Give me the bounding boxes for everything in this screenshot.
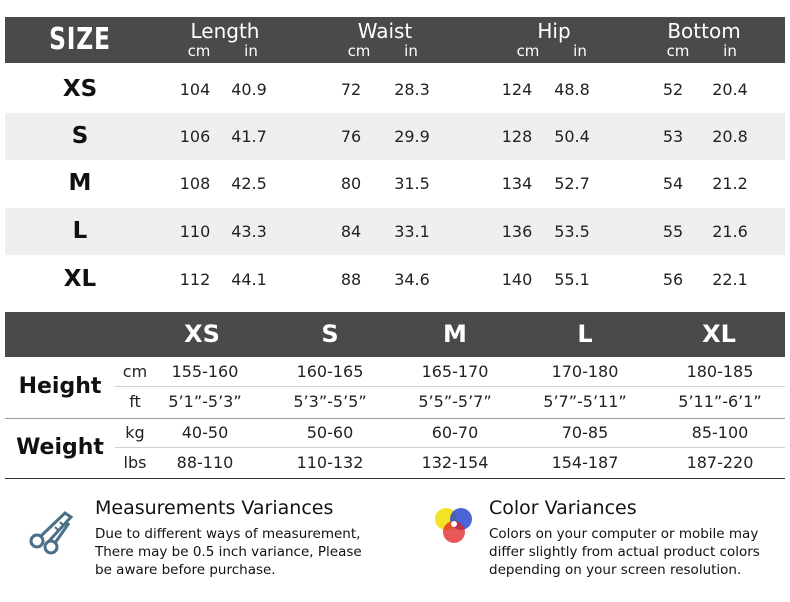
table-cell: 76: [340, 127, 362, 146]
table-cell: 53: [662, 127, 684, 146]
size-label: S: [71, 123, 89, 149]
table-cell: 187-220: [686, 453, 754, 472]
hip-header-label: Hip: [537, 19, 571, 43]
table-cell: 180-185: [686, 362, 754, 381]
table-cell: 80: [340, 174, 362, 193]
size-label: L: [72, 218, 88, 244]
measurement-note-body: [95, 525, 415, 579]
bottom-column-header: [639, 17, 769, 63]
table-cell: 72: [340, 80, 362, 99]
table-cell: 42.5: [231, 174, 267, 193]
size-label: XL: [63, 266, 97, 292]
table-cell: 5’1”-5’3”: [168, 392, 242, 411]
length-column-header: [160, 17, 290, 63]
table-cell: 5’7”-5’11”: [543, 392, 627, 411]
fit-header-s: S: [321, 320, 339, 348]
table-row: [115, 448, 785, 478]
color-note-line: Colors on your computer or mobile may: [489, 526, 759, 542]
color-note-title: Color Variances: [489, 497, 637, 519]
table-cell: 50.4: [554, 127, 590, 146]
table-cell: 5’5”-5’7”: [418, 392, 492, 411]
table-cell: 52: [662, 80, 684, 99]
table-cell: 31.5: [394, 174, 430, 193]
table-cell: 132-154: [421, 453, 489, 472]
table-cell: 154-187: [551, 453, 619, 472]
table-cell: 5’3”-5’5”: [293, 392, 367, 411]
table-cell: 108: [179, 174, 211, 193]
size-label: M: [68, 170, 92, 196]
table-cell: 29.9: [394, 127, 430, 146]
bottom-in-unit: in: [723, 42, 737, 60]
table-row: [115, 357, 785, 387]
table-cell: 104: [179, 80, 211, 99]
table-cell: 128: [501, 127, 533, 146]
table-cell: 28.3: [394, 80, 430, 99]
table-cell: 56: [662, 270, 684, 289]
table-cell: 48.8: [554, 80, 590, 99]
table-cell: 112: [179, 270, 211, 289]
table-row: [5, 113, 785, 160]
bottom-header-label: Bottom: [667, 19, 741, 43]
waist-in-unit: in: [404, 42, 418, 60]
measurement-note-line: There may be 0.5 inch variance, Please: [95, 544, 362, 560]
table-cell: 55: [662, 222, 684, 241]
fit-group-weight: [5, 418, 785, 478]
table-cell: 21.6: [712, 222, 748, 241]
table-cell: 106: [179, 127, 211, 146]
table-cell: 5’11”-6’1”: [678, 392, 762, 411]
size-table-title: SIZE: [49, 22, 111, 57]
table-cell: 110-132: [296, 453, 364, 472]
tape-measure-icon: [25, 503, 77, 559]
table-row: [5, 256, 785, 303]
table-cell: 88: [340, 270, 362, 289]
unit-label: ft: [129, 392, 141, 411]
hip-cm-unit: cm: [516, 42, 540, 60]
table-cell: 165-170: [421, 362, 489, 381]
color-note-line: differ slightly from actual product colors: [489, 544, 760, 560]
size-table-header: [5, 17, 785, 63]
table-row: [5, 66, 785, 113]
table-cell: 34.6: [394, 270, 430, 289]
measurement-note-line: Due to different ways of measurement,: [95, 526, 361, 542]
table-cell: 140: [501, 270, 533, 289]
unit-label: cm: [122, 362, 148, 381]
fit-table-header: [5, 312, 785, 357]
unit-label: lbs: [123, 453, 147, 472]
unit-label: kg: [125, 423, 145, 442]
waist-header-label: Waist: [357, 19, 413, 43]
table-cell: 44.1: [231, 270, 267, 289]
table-row: [5, 160, 785, 207]
table-cell: 22.1: [712, 270, 748, 289]
table-cell: 20.4: [712, 80, 748, 99]
color-circles-icon: [432, 503, 476, 551]
table-bottom-rule: [5, 478, 785, 479]
table-cell: 136: [501, 222, 533, 241]
fit-header-xl: XL: [702, 320, 736, 348]
table-cell: 20.8: [712, 127, 748, 146]
hip-in-unit: in: [573, 42, 587, 60]
length-cm-unit: cm: [187, 42, 211, 60]
length-header-label: Length: [190, 19, 260, 43]
length-in-unit: in: [244, 42, 258, 60]
table-cell: 134: [501, 174, 533, 193]
table-cell: 124: [501, 80, 533, 99]
table-cell: 41.7: [231, 127, 267, 146]
fit-group-height: [5, 357, 785, 417]
table-cell: 40-50: [181, 423, 229, 442]
table-cell: 110: [179, 222, 211, 241]
table-cell: 155-160: [171, 362, 239, 381]
fit-group-label: Height: [18, 374, 102, 399]
table-row: [5, 208, 785, 255]
waist-cm-unit: cm: [347, 42, 371, 60]
table-cell: 55.1: [554, 270, 590, 289]
table-cell: 170-180: [551, 362, 619, 381]
waist-column-header: [320, 17, 450, 63]
fit-header-xs: XS: [184, 320, 220, 348]
hip-column-header: [489, 17, 619, 63]
table-cell: 21.2: [712, 174, 748, 193]
size-label: XS: [62, 76, 98, 102]
measurement-note-line: be aware before purchase.: [95, 562, 276, 578]
table-cell: 52.7: [554, 174, 590, 193]
table-cell: 85-100: [691, 423, 749, 442]
table-cell: 60-70: [431, 423, 479, 442]
color-note-line: depending on your screen resolution.: [489, 562, 742, 578]
table-row: [115, 418, 785, 448]
table-cell: 53.5: [554, 222, 590, 241]
table-cell: 54: [662, 174, 684, 193]
table-cell: 84: [340, 222, 362, 241]
fit-group-label: Weight: [16, 435, 104, 460]
bottom-cm-unit: cm: [666, 42, 690, 60]
table-cell: 50-60: [306, 423, 354, 442]
color-note-body: [489, 525, 784, 579]
fit-header-l: L: [577, 320, 593, 348]
table-cell: 160-165: [296, 362, 364, 381]
table-row: [115, 387, 785, 417]
table-cell: 70-85: [561, 423, 609, 442]
table-cell: 40.9: [231, 80, 267, 99]
table-cell: 33.1: [394, 222, 430, 241]
table-cell: 88-110: [176, 453, 234, 472]
group-divider: [5, 418, 785, 419]
table-cell: 43.3: [231, 222, 267, 241]
fit-header-m: M: [443, 320, 467, 348]
measurement-note-title: Measurements Variances: [95, 497, 334, 519]
